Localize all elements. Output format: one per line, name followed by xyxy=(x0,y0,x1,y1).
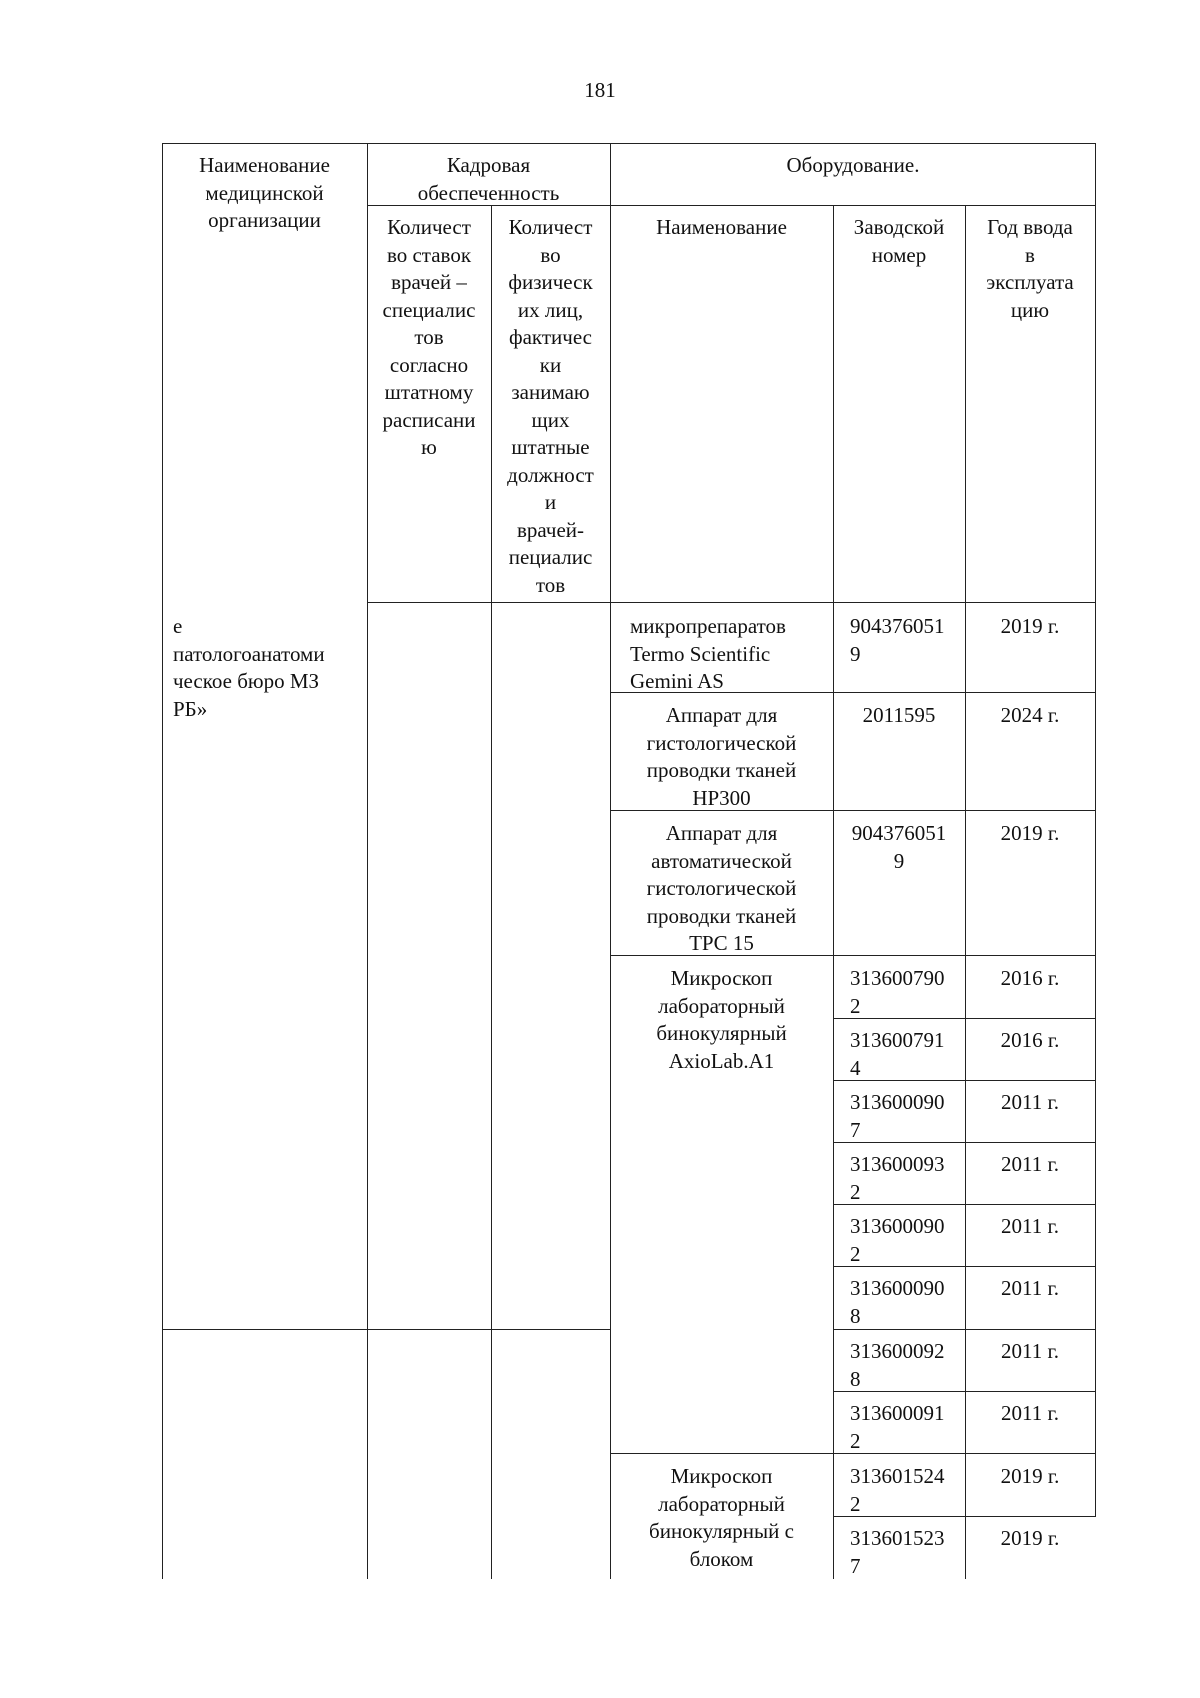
org-block-divider xyxy=(162,1329,610,1330)
serial-number: 313600090 2 xyxy=(850,1214,945,1266)
header-staffing: Кадровая обеспеченность xyxy=(417,153,560,205)
table-border-top xyxy=(162,143,1096,144)
header-eq-name: Наименование xyxy=(656,215,787,239)
commission-year: 2016 г. xyxy=(1000,1028,1060,1052)
serial-number: 2011595 xyxy=(862,703,936,727)
commission-year: 2016 г. xyxy=(1000,966,1060,990)
header-equipment: Оборудование. xyxy=(786,153,920,177)
header-rates: Количест во ставок врачей – специалис тов согласно штатному расписани ю xyxy=(382,215,476,459)
header-bottom-line xyxy=(367,602,1096,603)
serial-number: 904376051 9 xyxy=(850,614,945,666)
header-persons: Количест во физическ их лиц, фактичес ки занимаю щих штатные должност и врачей- пециалис тов xyxy=(507,215,594,597)
commission-year: 2011 г. xyxy=(1001,1090,1059,1114)
serial-number: 313600093 2 xyxy=(850,1152,945,1204)
serial-number: 313600092 8 xyxy=(850,1339,945,1391)
equipment-name: Микроскоп лабораторный бинокулярный AxioLab.A1 xyxy=(656,966,787,1073)
serial-number: 904376051 9 xyxy=(851,821,947,873)
commission-year: 2019 г. xyxy=(1000,821,1060,845)
commission-year: 2024 г. xyxy=(1000,703,1060,727)
equipment-name: Микроскоп лабораторный бинокулярный с блоком xyxy=(649,1464,794,1571)
page-number: 181 xyxy=(584,78,616,102)
commission-year: 2011 г. xyxy=(1001,1276,1059,1300)
commission-year: 2019 г. xyxy=(1000,614,1060,638)
serial-number: 313600090 7 xyxy=(850,1090,945,1142)
serial-number: 313601524 2 xyxy=(850,1464,945,1516)
commission-year: 2019 г. xyxy=(1000,1464,1060,1488)
organization-name: е патологоанатоми ческое бюро МЗ РБ» xyxy=(173,614,325,721)
header-serial: Заводской номер xyxy=(853,215,945,267)
equipment-name: микропрепаратов Termo Scientific Gemini AS xyxy=(630,614,786,693)
commission-year: 2011 г. xyxy=(1001,1214,1059,1238)
column-line xyxy=(833,205,834,1579)
column-line xyxy=(162,143,163,1579)
commission-year: 2011 г. xyxy=(1001,1401,1059,1425)
column-line xyxy=(1095,143,1096,1517)
commission-year: 2011 г. xyxy=(1001,1339,1059,1363)
header-org-name: Наименование медицинской организации xyxy=(199,153,330,232)
header-year: Год ввода в эксплуата цию xyxy=(986,215,1074,322)
serial-number: 313600091 2 xyxy=(850,1401,945,1453)
commission-year: 2019 г. xyxy=(1000,1526,1060,1550)
equipment-name: Аппарат для автоматической гистологической проводки тканей TPC 15 xyxy=(646,821,797,955)
equipment-name: Аппарат для гистологической проводки тканей HP300 xyxy=(646,703,797,810)
serial-number: 313601523 7 xyxy=(850,1526,945,1578)
column-line xyxy=(965,205,966,1579)
serial-number: 313600790 2 xyxy=(850,966,945,1018)
commission-year: 2011 г. xyxy=(1001,1152,1059,1176)
serial-number: 313600791 4 xyxy=(850,1028,945,1080)
serial-number: 313600090 8 xyxy=(850,1276,945,1328)
